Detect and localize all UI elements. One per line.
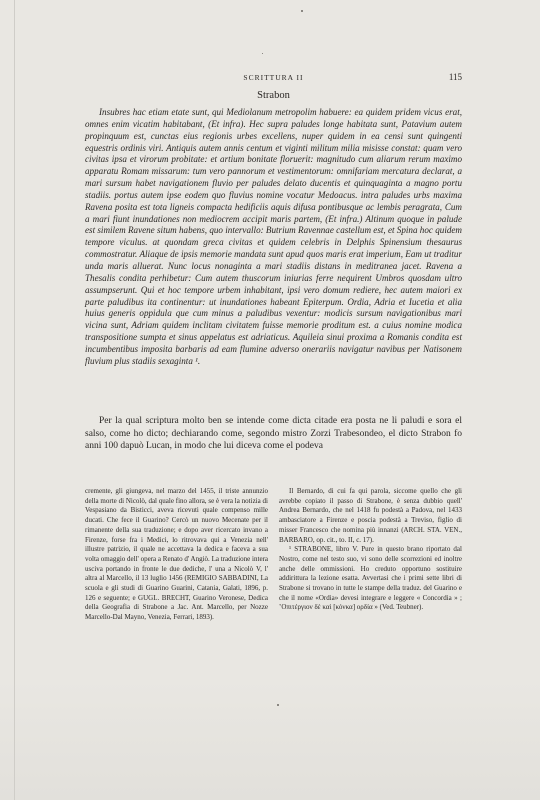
footnote-column-left — [85, 487, 268, 623]
paper-speck — [262, 53, 263, 54]
paper-speck — [301, 10, 303, 12]
page-gutter — [14, 0, 15, 800]
running-head-title: SCRITTURA II — [243, 73, 304, 82]
footnote-right-text-1: Il Bernardo, di cui fa qui parola, siccome quello che gli avrebbe copiato il passo di Strabone, è senza dubbio quell' Andrea Bernardo, che nel 1418 fu podestà a Padova, nel 1433 ambasciatore a Firenze e poscia podestà a Treviso, figlio di misser Francesco che nomina più innanzi (ARCH. STA. VEN., BARBARO, op. cit., to. II, c. 17). — [279, 487, 462, 544]
footnote-left-text: cremente, gli giungeva, nel marzo del 1455, il triste annunzio della morte di Nicolò, dal quale fino allora, se è vera la notizia di Vespasiano da Bisticci, aveva ricevuti quale compenso mille ducati. Che fece il Guarino? Cercò un nuovo Mecenate per il rimanente della sua traduzione; e dopo aver ricercato invano a Firenze, forse fra i Medici, lo ritrovava qui a Venezia nell' illustre patrizio, il quale ne accettava la dedica e faceva a sua volta omaggio dell' opera a Renato d' Angiò. La traduzione intera usciva portando in fronte le due dediche, l' una a Nicolò V, l' altra al Marcello, il 13 luglio 1456 (REMIGIO SABBADINI, La scuola e gli studi di Guarino Guarini, Catania, Galati, 1896, p. 126 e seguente; e GUGL. BRECHT, Guarino Veronese, Dedica della Geografia di Strabone a Jac. Ant. Marcello, per Nozze Marcello-Dal Mayno, Venezia, Ferrari, 1893). — [85, 487, 268, 622]
footnote-right-text-2: ¹ STRABONE, libro V. Pure in questo brano riportato dal Nostro, come nel testo suo, vi sono delle scorrezioni ed inoltre anche delle ommissioni. Ho creduto opportuno sostituire addirittura la lezione esatta. Avvertasi che i primi sette libri di Strabone si trovano in tutte le stampe della traduz. del Guarino e che il nome «Ordia» devesi integrare e leggere « Concordia » ; ʽΟπιτέργιον δὲ καὶ [κόνκα] ορδία » (Ved. Teubner). — [279, 545, 462, 612]
page-number: 115 — [448, 72, 462, 82]
footnote-column-right — [279, 487, 462, 613]
section-title: Strabon — [257, 90, 290, 101]
latin-quotation: Insubres hac etiam etate sunt, qui Mediolanum metropolim habuere: ea quidem pridem vicus erat, omnes enim vicatim habitabant, (Et infra). Hec supra paludes longe habitata sunt, Patavium autem propinquum est, cunctas eius regionis urbes excellens, nuper quidem in ea censi sunt quingenti equestris ordinis viri. Antiquis autem annis centum et viginti militum milia misisse constat: quam vero civitas ipsa et virorum probitate: et artium bonitate floruerit: magnitudo cum aliarum rerum maximo apparatu Romam missarum: tum vero pannorum et vestimentorum: omnifariam mercatura declarat, a mari sursum habet navigationem fluvio per paludes delato ducentis et quinquaginta a magno portu stadiis. portus autem ipse eodem quo fluvius nomine vocatur Medoacus. intra paludes urbs maxima Ravena posita est tota ligneis compacta hedificiis aquis difusa pontibusque ac lembis peragrata, Cum a mari fiunt inundationes non mediocrem accipit maris partem, (Et infra.) Altinum quoque in palude est similem Ravene situm habens, quo intervallo: Butrium Ravennae castellum est, et Spina hoc quidem tempore viculus. at quondam greca civitas et quidem celebris in Delphis Spinensium thesaurus commostratur. Aliaque de ipsis memorie mandata sunt apud quos maris erat imperium, Eam ut traditur unda maris alluerat. Nunc locus nonaginta a mari stadiis distans in meditranea jacet. Ravena a Thesalis condita perhibetur: Cum autem thuscorum iniurias ferre nequirent Umbros quosdam ultro assumpserunt. Qui et hoc tempore urbem inhabitant, ipsi vero domum rediere, hec autem maiori ex parte paludibus ita continentur: ut inundationes habeant Epiterpum. Ordia, Adria et Iucetia et alia huius generis oppidula que cum minus a paludibus vexentur: modicis sursum navigationibus mari vicina sunt, Adriam quidem inclitam civitatem fuisse memorie proditum est. a cuius nomine modica transpositione sumpta et sinus appelatus est adriaticus. Aquileia sinui proxima a Romanis condita est incumbentibus imposita barbaris ad eam flumine adverso onerariis navigatur navibus per Natisonem fluvium plus stadiis sexaginta ¹. — [85, 107, 462, 366]
paper-speck — [277, 704, 279, 706]
italian-paragraph: Per la qual scriptura molto ben se intende come dicta citade era posta ne li paludi e sora el salso, come ho dicto; dechiarando come, segondo mistro Zorzi Trabesondeo, el dicto Strabon fo anni 100 dapuò Lucan, in modo che lui diceva come el podeva — [85, 416, 462, 451]
footnotes — [85, 487, 462, 667]
page-lower-shading — [0, 680, 540, 800]
